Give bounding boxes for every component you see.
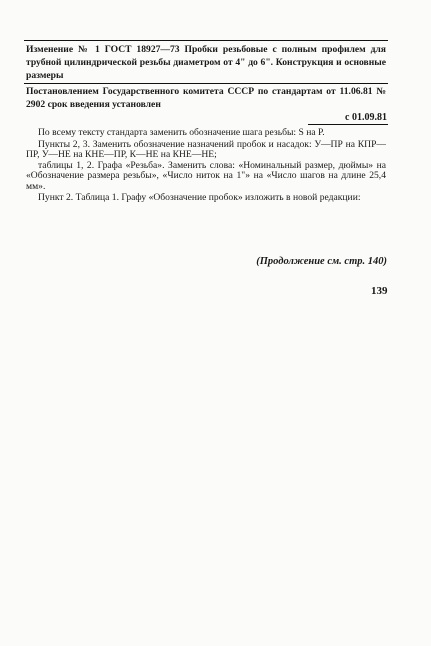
paragraph-2: Пункты 2, 3. Заменить обозначение назначений пробок и насадок: У—ПР на КПР—ПР, У—НЕ на КНЕ—ПР, К—НЕ на КНЕ—НЕ; xyxy=(26,138,386,161)
continuation-note: (Продолжение см. стр. 140) xyxy=(256,256,387,267)
effective-date: с 01.09.81 xyxy=(345,112,387,123)
page-number: 139 xyxy=(371,285,388,297)
paragraph-4: Пункт 2. Таблица 1. Графу «Обозначение пробок» изложить в новой редакции: xyxy=(38,191,361,203)
top-rule xyxy=(24,40,388,41)
paragraph-1: По всему тексту стандарта заменить обозначение шага резьбы: S на P. xyxy=(38,127,325,138)
heading-rule xyxy=(24,83,388,84)
amendment-heading: Изменение № 1 ГОСТ 18927—73 Пробки резьбовые с полным профилем для трубной цилиндрической резьбы диаметром от 4" до 6". Конструкция и основные размеры xyxy=(26,44,386,81)
amendment-body xyxy=(26,128,386,203)
decree-text: Постановлением Государственного комитета СССР по стандартам от 11.06.81 № 2902 срок введения установлен xyxy=(26,86,386,110)
effective-date-rule xyxy=(308,124,388,125)
paragraph-3: таблицы 1, 2. Графа «Резьба». Заменить слова: «Номинальный размер, дюймы» на «Обозначение размера резьбы», «Число ниток на 1"» на «Число шагов на длине 25,4 мм». xyxy=(26,159,386,192)
